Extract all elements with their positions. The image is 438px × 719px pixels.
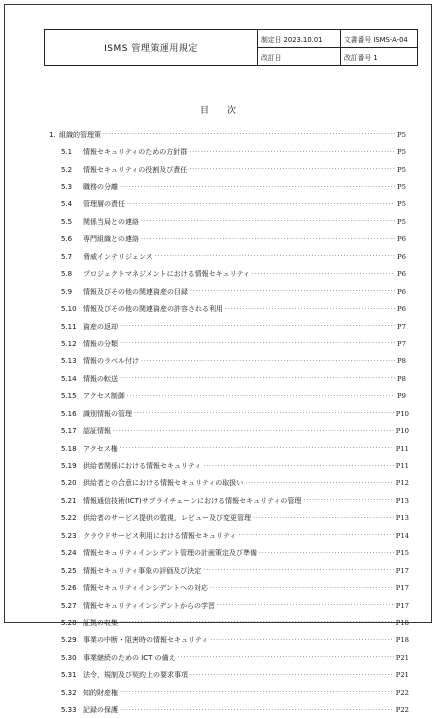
toc-entry[interactable] — [49, 614, 409, 631]
toc-entry-page: P13 — [395, 496, 409, 505]
toc-entry-page: P11 — [395, 462, 409, 471]
toc-entry[interactable] — [49, 370, 409, 387]
toc-entry-number: 1. — [49, 130, 56, 139]
toc-entry[interactable] — [49, 161, 409, 178]
toc-leader-dots — [155, 253, 395, 260]
toc-entry[interactable] — [49, 143, 409, 160]
toc-leader-dots — [203, 567, 393, 574]
toc-entry[interactable] — [49, 510, 409, 527]
toc-entry[interactable] — [49, 579, 409, 596]
toc-entry-label: 情報の転送 — [83, 374, 118, 383]
toc-entry-label: 供給者関係における情報セキュリティ — [83, 462, 202, 471]
toc-entry-page: P15 — [395, 549, 409, 558]
toc-entry-number: 5.30 — [61, 653, 77, 662]
toc-entry-page: P18 — [395, 636, 409, 645]
toc-entry-page: P17 — [395, 601, 409, 610]
toc-entry-page: P10 — [395, 409, 409, 418]
toc-entry-page: P11 — [395, 444, 409, 453]
toc-entry-label: 情報セキュリティインシデントからの学習 — [83, 601, 215, 610]
toc-entry-label: アクセス権 — [83, 444, 118, 453]
toc-leader-dots — [141, 236, 395, 243]
toc-entry-label: 情報セキュリティのための方針群 — [83, 148, 188, 157]
toc-entry[interactable] — [49, 335, 409, 352]
toc-entry[interactable] — [49, 440, 409, 457]
toc-leader-dots — [103, 131, 395, 138]
toc-entry-page: P12 — [395, 479, 409, 488]
toc-entry-number: 5.33 — [61, 706, 77, 715]
toc-leader-dots — [203, 463, 393, 470]
toc-leader-dots — [253, 515, 394, 522]
toc-entry-page: P10 — [395, 427, 409, 436]
toc-entry-number: 5.1 — [61, 148, 73, 157]
toc-entry-page: P18 — [395, 618, 409, 627]
toc-entry-number: 5.27 — [61, 601, 77, 610]
toc-entry-number: 5.32 — [61, 688, 77, 697]
toc-leader-dots — [189, 166, 395, 173]
established-date: 制定日 2023.10.01 — [258, 30, 340, 48]
toc-entry-label: プロジェクトマネジメントにおける情報セキュリティ — [83, 270, 250, 279]
toc-leader-dots — [134, 410, 394, 417]
toc-entry-number: 5.13 — [61, 357, 77, 366]
toc-entry-label: 認証情報 — [83, 427, 111, 436]
toc-leader-dots — [190, 672, 394, 679]
toc-entry-label: クラウドサービス利用における情報セキュリティ — [83, 531, 237, 540]
toc-entry-number: 5.11 — [61, 322, 77, 331]
toc-entry-page: P14 — [395, 531, 409, 540]
toc-heading — [5, 103, 431, 116]
toc-entry[interactable] — [49, 405, 409, 422]
toc-entry[interactable] — [49, 300, 409, 317]
toc-entry-label: 情報及びその他の関連資産の許容される利用 — [83, 305, 223, 314]
toc-entry[interactable] — [49, 213, 409, 230]
toc-entry-label: 情報セキュリティの役割及び責任 — [83, 165, 188, 174]
toc-entry-number: 5.6 — [61, 235, 73, 244]
toc-leader-dots — [120, 445, 394, 452]
toc-heading-char-1: 目 — [199, 106, 227, 116]
revision-number: 改訂番号 1 — [344, 53, 378, 62]
toc-entry-label: 法令，規制及び契約上の要求事項 — [83, 671, 188, 680]
toc-entry[interactable] — [49, 684, 409, 701]
toc-entry-page: P5 — [397, 200, 406, 209]
toc-entry-number: 5.17 — [61, 427, 77, 436]
toc-entry-label: 情報及びその他の関連資産の目録 — [83, 287, 188, 296]
toc-leader-dots — [120, 707, 394, 714]
toc-entry-label: アクセス制御 — [83, 392, 125, 401]
toc-entry[interactable] — [49, 545, 409, 562]
toc-entry-number: 5.14 — [61, 374, 77, 383]
table-of-contents — [49, 126, 409, 719]
toc-entry[interactable] — [49, 178, 409, 195]
toc-entry-page: P22 — [395, 688, 409, 697]
toc-entry-label: 情報セキュリティインシデントへの対応 — [83, 584, 208, 593]
document-title: ISMS 管理策運用規定 — [45, 30, 258, 65]
toc-entry[interactable] — [49, 353, 409, 370]
header-numbers — [341, 30, 417, 65]
toc-entry[interactable] — [49, 231, 409, 248]
toc-entry-page: P7 — [397, 322, 406, 331]
toc-entry-number: 5.21 — [61, 496, 77, 505]
toc-entry-page: P22 — [395, 706, 409, 715]
toc-entry-label: 情報セキュリティインシデント管理の計画策定及び準備 — [83, 549, 257, 558]
toc-entry-number: 5.2 — [61, 165, 73, 174]
toc-entry-page: P17 — [395, 584, 409, 593]
toc-entry-page: P7 — [397, 339, 406, 348]
toc-leader-dots — [113, 428, 394, 435]
toc-entry-number: 5.15 — [61, 392, 77, 401]
toc-leader-dots — [225, 306, 395, 313]
toc-entry-number: 5.8 — [61, 270, 73, 279]
toc-leader-dots — [120, 184, 395, 191]
toc-entry[interactable] — [49, 492, 409, 509]
toc-entry-number: 5.28 — [61, 618, 77, 627]
toc-entry-number: 5.4 — [61, 200, 73, 209]
toc-entry-label: 供給者との合意における情報セキュリティの取扱い — [83, 479, 244, 488]
toc-entry-label: 情報のラベル付け — [83, 357, 139, 366]
toc-entry-page: P21 — [395, 653, 409, 662]
toc-entry-number: 5.19 — [61, 462, 77, 471]
toc-entry-label: 組織的管理策 — [59, 130, 101, 139]
toc-entry-page: P6 — [397, 235, 406, 244]
toc-entry-label: 事業の中断・阻害時の情報セキュリティ — [83, 636, 209, 645]
toc-entry-label: 脅威インテリジェンス — [83, 252, 153, 261]
toc-entry-page: P6 — [397, 305, 406, 314]
toc-entry[interactable] — [49, 283, 409, 300]
toc-leader-dots — [190, 288, 395, 295]
toc-entry[interactable] — [49, 266, 409, 283]
toc-entry-page: P8 — [397, 357, 406, 366]
toc-entry-page: P5 — [397, 217, 406, 226]
toc-entry-label: 事業継続のための ICT の備え — [83, 653, 176, 662]
toc-entry[interactable] — [49, 597, 409, 614]
toc-leader-dots — [259, 550, 394, 557]
toc-leader-dots — [217, 602, 394, 609]
toc-entry-label: 専門組織との連絡 — [83, 235, 139, 244]
toc-entry-label: 証拠の収集 — [83, 618, 118, 627]
toc-entry-number: 5.12 — [61, 339, 77, 348]
toc-entry-label: 管理層の責任 — [83, 200, 125, 209]
toc-entry[interactable] — [49, 457, 409, 474]
toc-entry-page: P21 — [395, 671, 409, 680]
header-dates — [258, 30, 341, 65]
toc-entry-label: 情報通信技術(ICT)サプライチェーンにおける情報セキュリティの管理 — [83, 496, 302, 505]
toc-leader-dots — [120, 375, 395, 382]
toc-heading-char-2: 次 — [227, 106, 237, 116]
toc-leader-dots — [120, 619, 394, 626]
toc-entry-label: 情報の分類 — [83, 339, 118, 348]
toc-entry-label: 職務の分離 — [83, 183, 118, 192]
toc-entry-number: 5.5 — [61, 217, 73, 226]
toc-entry-number: 5.9 — [61, 287, 73, 296]
toc-entry-number: 5.24 — [61, 549, 77, 558]
revised-date: 改訂日 — [261, 53, 282, 62]
toc-leader-dots — [238, 532, 393, 539]
document-header-table — [44, 29, 418, 66]
toc-entry-page: P6 — [397, 270, 406, 279]
toc-entry-number: 5.18 — [61, 444, 77, 453]
toc-entry[interactable] — [49, 562, 409, 579]
toc-leader-dots — [120, 689, 394, 696]
toc-entry[interactable] — [49, 667, 409, 684]
toc-entry[interactable] — [49, 422, 409, 439]
toc-entry-page: P8 — [397, 374, 406, 383]
toc-leader-dots — [127, 201, 395, 208]
toc-entry-page: P5 — [397, 165, 406, 174]
toc-leader-dots — [189, 149, 395, 156]
toc-entry-number: 5.31 — [61, 671, 77, 680]
toc-entry-label: 知的財産権 — [83, 688, 118, 697]
toc-entry-page: P6 — [397, 287, 406, 296]
toc-entry[interactable] — [49, 318, 409, 335]
toc-entry-label: 関係当局との連絡 — [83, 217, 139, 226]
toc-leader-dots — [120, 323, 395, 330]
toc-entry-page: P13 — [395, 514, 409, 523]
document-number: 文書番号 ISMS-A-04 — [341, 30, 417, 48]
toc-leader-dots — [210, 637, 393, 644]
toc-entry-number: 5.20 — [61, 479, 77, 488]
toc-entry[interactable] — [49, 248, 409, 265]
toc-leader-dots — [178, 654, 394, 661]
toc-entry-number: 5.22 — [61, 514, 77, 523]
toc-entry-number: 5.3 — [61, 183, 73, 192]
toc-entry-label: 識別情報の管理 — [83, 409, 132, 418]
toc-leader-dots — [141, 218, 395, 225]
toc-entry-number: 5.29 — [61, 636, 77, 645]
document-page — [4, 4, 432, 715]
toc-entry-label: 供給者のサービス提供の監視，レビュー及び変更管理 — [83, 514, 251, 523]
toc-leader-dots — [127, 393, 395, 400]
toc-leader-dots — [252, 271, 395, 278]
toc-entry-page: P6 — [397, 252, 406, 261]
toc-entry-number: 5.23 — [61, 531, 77, 540]
toc-entry-label: 情報セキュリティ事象の評価及び決定 — [83, 566, 202, 575]
toc-leader-dots — [120, 340, 395, 347]
toc-entry[interactable] — [49, 388, 409, 405]
toc-entry-number: 5.10 — [61, 305, 77, 314]
toc-leader-dots — [210, 585, 394, 592]
toc-leader-dots — [303, 497, 393, 504]
toc-entry-label: 資産の返却 — [83, 322, 118, 331]
toc-entry[interactable] — [49, 196, 409, 213]
toc-entry[interactable] — [49, 527, 409, 544]
toc-entry[interactable] — [49, 632, 409, 649]
toc-entry[interactable] — [49, 701, 409, 718]
toc-entry-label: 記録の保護 — [83, 706, 118, 715]
toc-entry[interactable] — [49, 649, 409, 666]
toc-entry-number: 5.7 — [61, 252, 73, 261]
toc-entry-page: P5 — [397, 183, 406, 192]
toc-entry-page: P5 — [397, 148, 406, 157]
toc-entry-page: P17 — [395, 566, 409, 575]
toc-leader-dots — [245, 480, 393, 487]
toc-entry-page: P5 — [397, 130, 406, 139]
toc-entry-page: P9 — [397, 392, 406, 401]
toc-entry-number: 5.25 — [61, 566, 77, 575]
toc-entry-number: 5.26 — [61, 584, 77, 593]
toc-entry[interactable] — [49, 475, 409, 492]
toc-entry-number: 5.16 — [61, 409, 77, 418]
toc-entry[interactable] — [49, 126, 409, 143]
toc-leader-dots — [141, 358, 395, 365]
